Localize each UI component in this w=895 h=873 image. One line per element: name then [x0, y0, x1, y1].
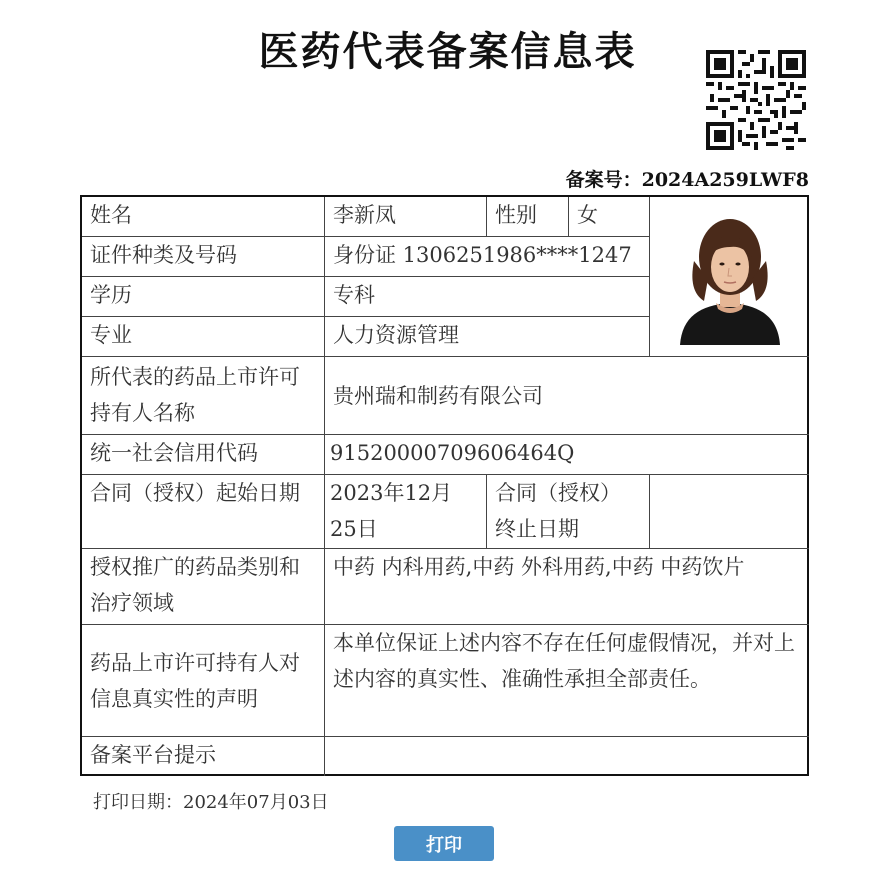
category-label: 授权推广的药品类别和治疗领域 [82, 549, 325, 625]
platform-tip-value [325, 737, 809, 776]
holder-value: 贵州瑞和制药有限公司 [325, 357, 809, 435]
statement-label: 药品上市许可持有人对信息真实性的声明 [82, 625, 325, 737]
gender-label: 性别 [487, 197, 569, 237]
name-label: 姓名 [82, 197, 325, 237]
end-date-label: 合同（授权）终止日期 [487, 475, 650, 549]
info-table [80, 195, 809, 776]
statement-value: 本单位保证上述内容不存在任何虚假情况，并对上述内容的真实性、准确性承担全部责任。 [325, 625, 809, 737]
print-date: 打印日期：2024年07月03日 [93, 792, 329, 813]
qr-code-icon [706, 50, 806, 150]
category-value: 中药 内科用药,中药 外科用药,中药 中药饮片 [325, 549, 809, 625]
education-label: 学历 [82, 277, 325, 317]
photo-cell [650, 197, 809, 357]
print-button[interactable]: 打印 [394, 826, 494, 861]
holder-label: 所代表的药品上市许可持有人名称 [82, 357, 325, 435]
end-date-value [650, 475, 809, 549]
credit-code-value: 91520000709606464Q [325, 435, 809, 475]
platform-tip-label: 备案平台提示 [82, 737, 325, 776]
id-label: 证件种类及号码 [82, 237, 325, 277]
major-value: 人力资源管理 [325, 317, 650, 357]
gender-value: 女 [569, 197, 650, 237]
portrait-photo [676, 209, 784, 345]
major-label: 专业 [82, 317, 325, 357]
credit-code-label: 统一社会信用代码 [82, 435, 325, 475]
record-number: 备案号：2024A259LWF8 [565, 169, 809, 191]
education-value: 专科 [325, 277, 650, 317]
start-date-value: 2023年12月25日 [325, 475, 487, 549]
id-value: 身份证 1306251986****1247 [325, 237, 650, 277]
name-value: 李新凤 [325, 197, 487, 237]
start-date-label: 合同（授权）起始日期 [82, 475, 325, 549]
page-title: 医药代表备案信息表 [258, 28, 637, 75]
